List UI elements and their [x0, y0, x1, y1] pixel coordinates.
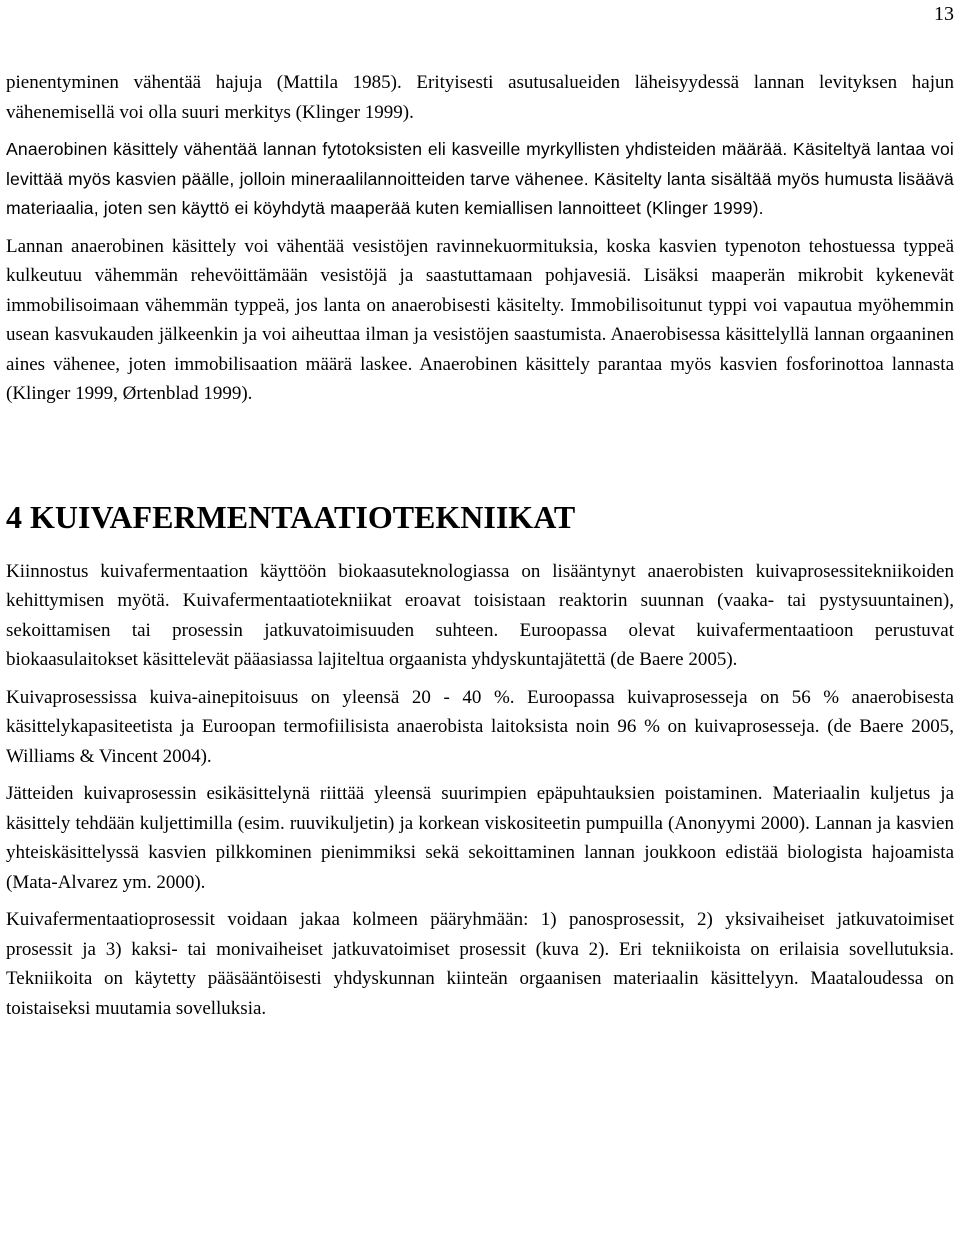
paragraph-process-groups: Kuivafermentaatioprosessit voidaan jakaa kolmeen pääryhmään: 1) panosprosessit, 2) yksivaiheiset jatkuvatoimiset prosessit ja 3) kaksi- tai monivaiheiset jatkuvatoimiset prosessit (kuva 2). Eri tekniikoista on erilaisia sovellutuksia. Tekniikoita on käytetty pääsääntöisesti yhdyskunnan kiinteän orgaanisen materiaalin käsittelyyn. Maataloudessa on toistaiseksi muutamia sovelluksia.: [6, 909, 954, 1019]
paragraph-nutrient-load: Lannan anaerobinen käsittely voi vähentää vesistöjen ravinnekuormituksia, koska kasvien typenoton tehostuessa typpeä kulkeutuu vähemmän rehevöittämään vesistöjä ja saastuttamaan pohjavesiä. Lisäksi maaperän mikrobit kykenevät immobilisoimaan vähemmän typpeä, jos lanta on anaerobisesti käsitelty. Immobilisoitunut typpi voi vapautua myöhemmin usean kasvukauden jälkeenkin ja voi aiheuttaa ilman ja vesistöjen saastumista. Anaerobisessa käsittelyllä lannan orgaaninen aines vähenee, joten immobilisaation määrä laskee. Anaerobinen käsittely parantaa myös kasvien fosforinottoa lannasta (Klinger 1999, Ørtenblad 1999).: [6, 235, 954, 404]
document-body: [6, 68, 954, 1031]
section-heading: 4 KUIVAFERMENTAATIOTEKNIIKAT: [6, 498, 576, 535]
paragraph-dry-matter-content: Kuivaprosessissa kuiva-ainepitoisuus on yleensä 20 - 40 %. Euroopassa kuivaprosesseja on 56 % anaerobisesta käsittelykapasiteetista ja Euroopan termofiilisista anaerobista laitoksista noin 96 % on kuivaprosesseja. (de Baere 2005, Williams & Vincent 2004).: [6, 686, 954, 767]
paragraph-phytotoxic-compounds: Anaerobinen käsittely vähentää lannan fytotoksisten eli kasveille myrkyllisten yhdisteiden määrää. Käsiteltyä lantaa voi levittää myös kasvien päälle, jolloin mineraalilannoitteiden tarve vähenee. Käsitelty lanta sisältää myös humusta lisäävä materiaalia, joten sen käyttö ei köyhdytä maaperää kuten kemiallisen lannoitteet (Klinger 1999).: [6, 139, 954, 218]
section-spacer: [6, 417, 954, 497]
page-number: 13: [934, 3, 954, 25]
paragraph-dry-fermentation-intro: Kiinnostus kuivafermentaation käyttöön biokaasuteknologiassa on lisääntynyt anaerobisten kuivaprosessitekniikoiden kehittymisen myötä. Kuivafermentaatiotekniikat eroavat toisistaan reaktorin suunnan (vaaka- tai pystysuuntainen), sekoittamisen tai prosessin jatkuvatoimisuuden suhteen. Euroopassa olevat kuivafermentaatioon perustuvat biokaasulaitokset käsittelevät pääasiassa lajiteltua orgaanista yhdyskuntajätettä (de Baere 2005).: [6, 560, 954, 670]
paragraph-odor-reduction: pienentyminen vähentää hajuja (Mattila 1985). Erityisesti asutusalueiden läheisyydessä lannan levityksen hajun vähenemisellä voi olla suuri merkitys (Klinger 1999).: [6, 72, 954, 123]
paragraph-pretreatment: Jätteiden kuivaprosessin esikäsittelynä riittää yleensä suurimpien epäpuhtauksien poistaminen. Materiaalin kuljetus ja käsittely tehdään kuljettimilla (esim. ruuvikuljetin) ja korkean viskositeetin pumpuilla (Anonyymi 2000). Lannan ja kasvien yhteiskäsittelyssä kasvien pilkkominen pienimmiksi sekä sekoittaminen lannan joukkoon edistää biologista hajoamista (Mata-Alvarez ym. 2000).: [6, 783, 954, 893]
